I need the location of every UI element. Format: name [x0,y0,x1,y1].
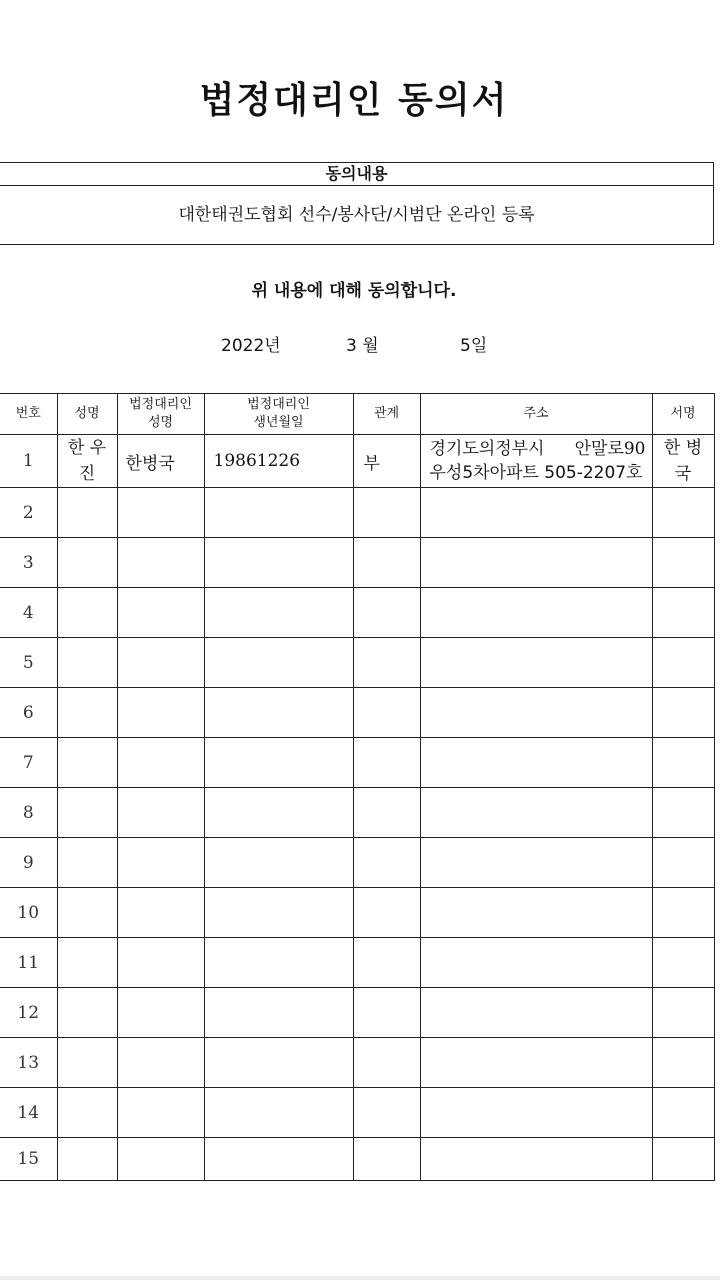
address [420,838,652,888]
guardian-birthdate [204,1088,353,1138]
table-row [0,538,714,588]
address [420,488,652,538]
guardian-birthdate [204,788,353,838]
address [420,588,652,638]
student-name [57,638,117,688]
signature [652,988,714,1038]
table-row [0,988,714,1038]
relation [353,888,420,938]
relation [353,838,420,888]
guardian-name [117,1038,204,1088]
agree-statement: 위 내용에 대해 동의합니다. [251,281,457,301]
relation [353,1138,420,1181]
guardian-name [117,688,204,738]
signature [652,638,714,688]
consent-box [0,162,714,245]
table-row [0,1038,714,1088]
student-name [57,988,117,1038]
address [420,988,652,1038]
date-month: 3 월 [346,336,379,356]
guardian-name [117,588,204,638]
address [420,435,652,488]
signature-line2: 국 [674,464,692,484]
guardian-birthdate [204,1038,353,1088]
guardian-name [117,738,204,788]
row-number: 12 [0,988,57,1038]
student-name [57,838,117,888]
guardian-name [117,638,204,688]
header-guardian-name [117,394,204,435]
row-number: 3 [0,538,57,588]
relation [353,788,420,838]
address [420,938,652,988]
row-number: 9 [0,838,57,888]
table-row [0,688,714,738]
relation [353,938,420,988]
date-year: 2022년 [221,336,281,356]
header-guardian-birth [204,394,353,435]
guardian-name [117,988,204,1038]
student-name [57,788,117,838]
address-city: 경기도의정부시 [429,439,545,459]
bottom-edge [0,1276,720,1280]
header-no: 번호 [0,394,57,435]
consent-header: 동의내용 [0,163,713,186]
row-number: 6 [0,688,57,738]
table-row [0,938,714,988]
guardian-birthdate [204,988,353,1038]
signature [652,538,714,588]
student-name [57,738,117,788]
relation [353,488,420,538]
row-number: 10 [0,888,57,938]
table-row [0,838,714,888]
relation [353,738,420,788]
signature [652,888,714,938]
table-row [0,435,714,488]
address [420,738,652,788]
row-number: 7 [0,738,57,788]
guardian-birthdate [204,1138,353,1181]
guardian-name [117,938,204,988]
table-row [0,1088,714,1138]
guardian-name [117,838,204,888]
student-name [57,435,117,488]
row-number: 13 [0,1038,57,1088]
student-name [57,1138,117,1181]
row-number: 4 [0,588,57,638]
table-header-row [0,394,714,435]
address [420,1088,652,1138]
student-name [57,488,117,538]
guardian-birthdate: 19861226 [204,435,353,488]
student-name [57,888,117,938]
guardian-birthdate [204,488,353,538]
header-guardian-birth-line2: 생년월일 [253,415,304,430]
student-name [57,1038,117,1088]
header-address: 주소 [420,394,652,435]
guardian-name [117,788,204,838]
signature [652,838,714,888]
guardian-birthdate [204,538,353,588]
student-name [57,1088,117,1138]
row-number: 15 [0,1138,57,1181]
student-name [57,588,117,638]
table-row [0,738,714,788]
address-street: 안말로90 [574,439,646,459]
table-row [0,1138,714,1181]
signature [652,688,714,738]
guardian-birthdate [204,688,353,738]
relation [353,588,420,638]
address-line2: 우성5차아파트 505-2207호 [429,463,643,483]
signature-line1: 한 병 [663,438,703,458]
relation [353,538,420,588]
student-name [57,538,117,588]
guardian-birthdate [204,938,353,988]
relation [353,1088,420,1138]
table-row [0,588,714,638]
relation [353,1038,420,1088]
guardian-name: 한병국 [117,435,204,488]
row-number: 11 [0,938,57,988]
student-name-line1: 한 우 [67,438,107,458]
signature [652,488,714,538]
student-name [57,688,117,738]
guardian-name [117,538,204,588]
signature [652,588,714,638]
header-signature: 서명 [652,394,714,435]
header-guardian-name-line2: 성명 [147,415,174,430]
address [420,538,652,588]
row-number: 5 [0,638,57,688]
row-number: 14 [0,1088,57,1138]
relation [353,638,420,688]
address [420,888,652,938]
signature [652,1088,714,1138]
signature [652,1138,714,1181]
header-guardian-name-line1: 법정대리인 [129,397,192,412]
relation: 부 [353,435,420,488]
table-row [0,488,714,538]
guardian-birthdate [204,738,353,788]
address [420,688,652,738]
signature [652,938,714,988]
guardian-consent-table [0,393,715,1181]
header-relation: 관계 [353,394,420,435]
signature [652,1038,714,1088]
guardian-birthdate [204,888,353,938]
signature [652,738,714,788]
student-name-line2: 진 [78,464,96,484]
guardian-name [117,1088,204,1138]
table-row [0,888,714,938]
signature [652,788,714,838]
guardian-name [117,1138,204,1181]
document-title: 법정대리인 동의서 [199,80,509,121]
address [420,788,652,838]
table-row [0,638,714,688]
guardian-birthdate [204,838,353,888]
row-number: 1 [0,435,57,488]
guardian-birthdate [204,638,353,688]
row-number: 2 [0,488,57,538]
guardian-name [117,488,204,538]
address [420,1038,652,1088]
table-row [0,788,714,838]
guardian-name [117,888,204,938]
date-day: 5일 [460,336,488,356]
header-guardian-birth-line1: 법정대리인 [247,397,310,412]
guardian-birthdate [204,588,353,638]
address [420,1138,652,1181]
signature [652,435,714,488]
consent-content: 대한태권도협회 선수/봉사단/시범단 온라인 등록 [178,205,535,225]
header-name: 성명 [57,394,117,435]
relation [353,988,420,1038]
row-number: 8 [0,788,57,838]
address [420,638,652,688]
relation [353,688,420,738]
student-name [57,938,117,988]
